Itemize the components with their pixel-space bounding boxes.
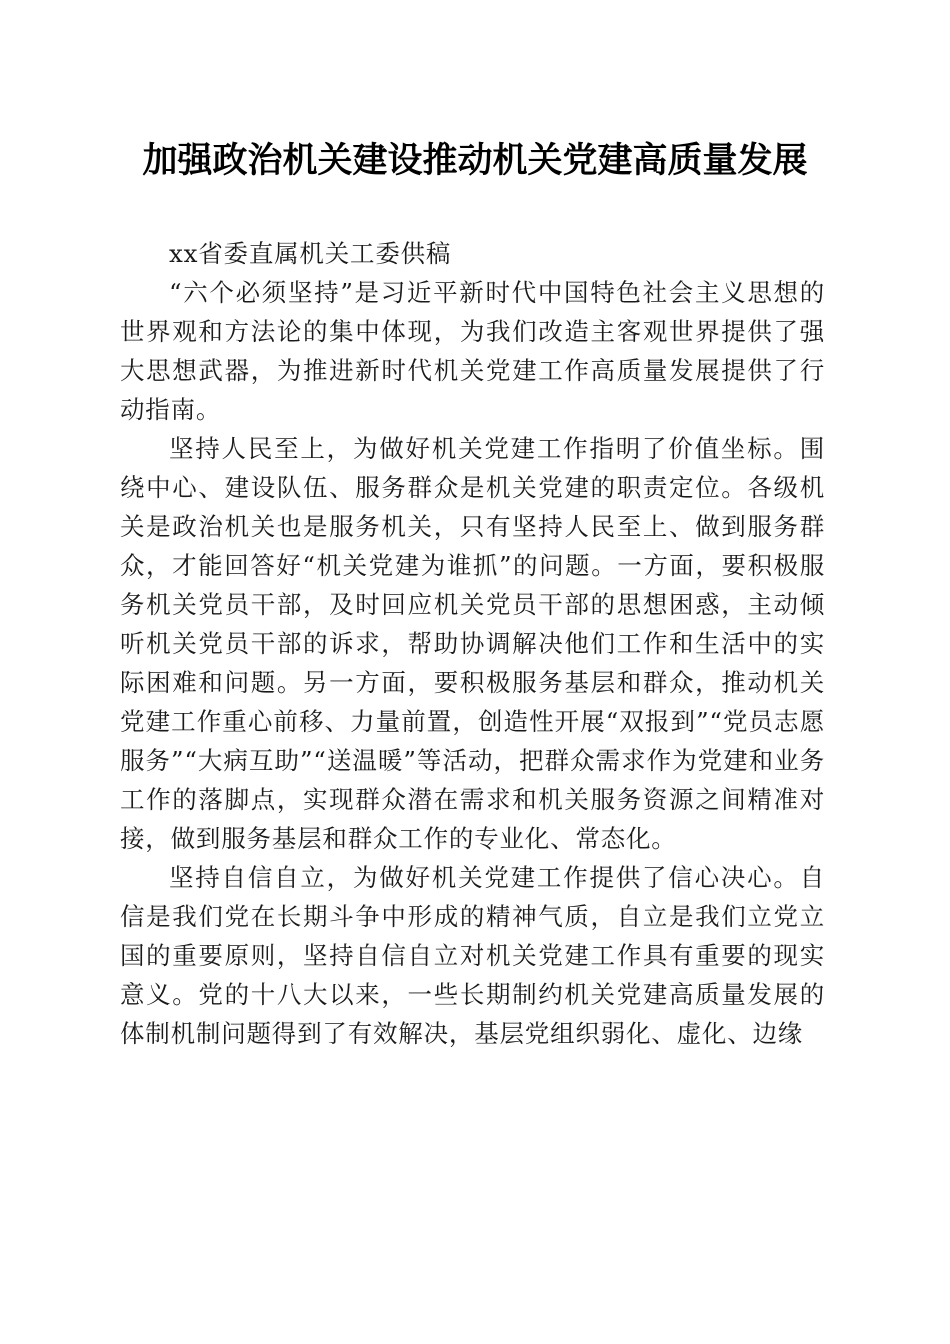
paragraph-1: “六个必须坚持”是习近平新时代中国特色社会主义思想的世界观和方法论的集中体现，为我们改造主客观世界提供了强大思想武器，为推进新时代机关党建工作高质量发展提供了行动指南。	[120, 278, 825, 424]
document-body	[120, 234, 825, 1053]
source-line: xx省委直属机关工委供稿	[169, 239, 452, 268]
document-title: 加强政治机关建设推动机关党建高质量发展	[142, 140, 808, 181]
paragraph-3: 坚持自信自立，为做好机关党建工作提供了信心决心。自信是我们党在长期斗争中形成的精神气质，自立是我们立党立国的重要原则，坚持自信自立对机关党建工作具有重要的现实意义。党的十八大以来，一些长期制约机关党建高质量发展的体制机制问题得到了有效解决，基层党组织弱化、虚化、边缘	[120, 863, 825, 1048]
paragraph-2: 坚持人民至上，为做好机关党建工作指明了价值坐标。围绕中心、建设队伍、服务群众是机关党建的职责定位。各级机关是政治机关也是服务机关，只有坚持人民至上、做到服务群众，才能回答好“机关党建为谁抓”的问题。一方面，要积极服务机关党员干部，及时回应机关党员干部的思想困惑，主动倾听机关党员干部的诉求，帮助协调解决他们工作和生活中的实际困难和问题。另一方面，要积极服务基层和群众，推动机关党建工作重心前移、力量前置，创造性开展“双报到”“党员志愿服务”“大病互助”“送温暖”等活动，把群众需求作为党建和业务工作的落脚点，实现群众潜在需求和机关服务资源之间精准对接，做到服务基层和群众工作的专业化、常态化。	[120, 434, 825, 853]
